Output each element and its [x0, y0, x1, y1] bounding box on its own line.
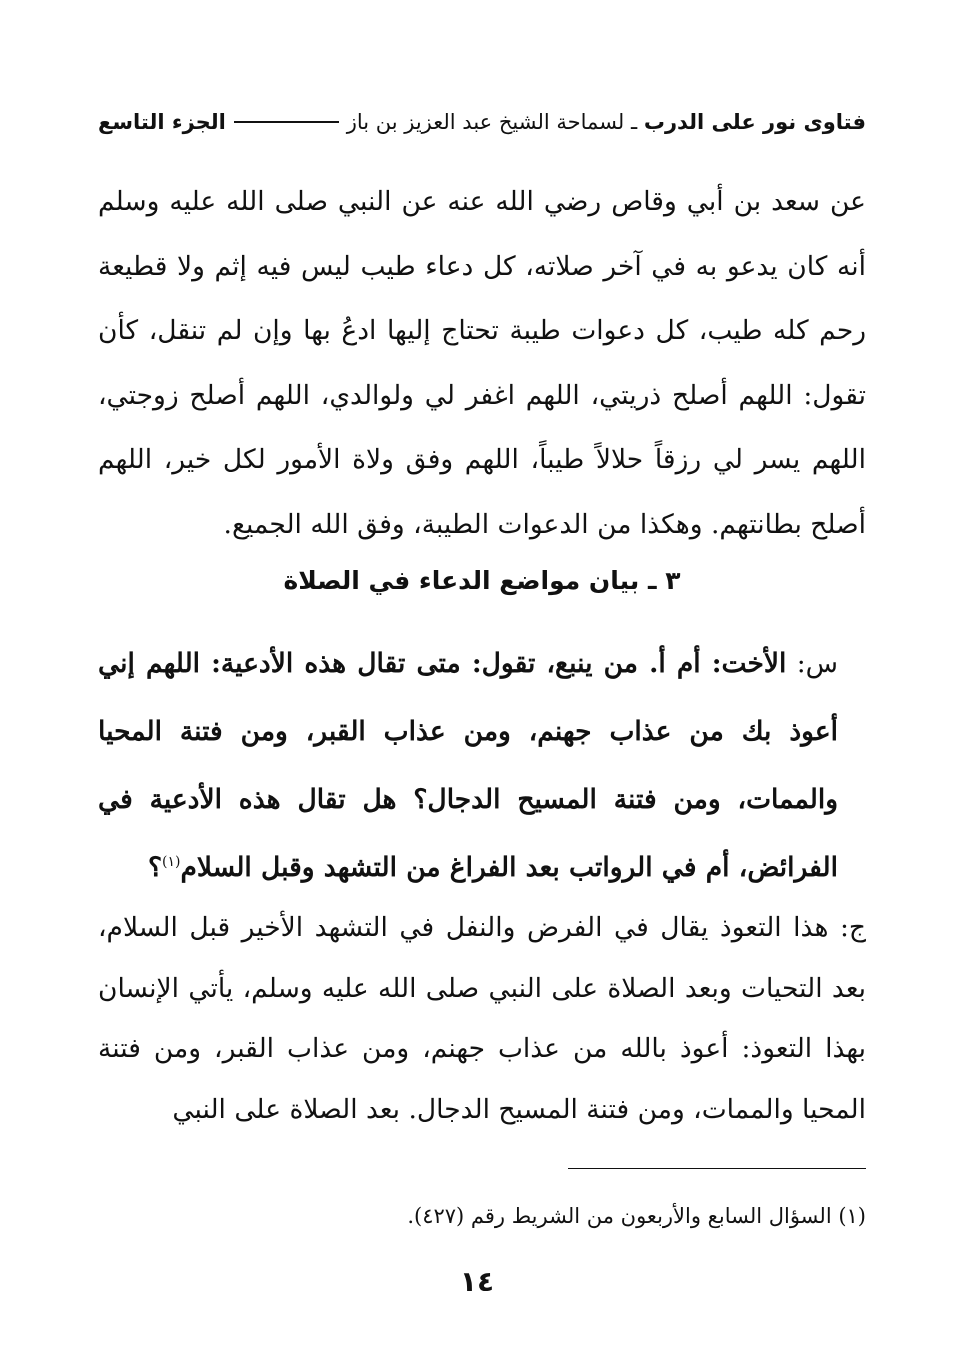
question-asker: الأخت: [700, 648, 787, 679]
header-book-title: فتاوى نور على الدرب [643, 110, 866, 134]
section-title: ٣ ـ بيان مواضع الدعاء في الصلاة [283, 566, 681, 595]
question-text: أم أ. من ينبع، تقول: متى تقال هذه الأدعية: اللهم إني أعوذ بك من عذاب جهنم، ومن عذاب القبر، ومن فتنة المحيا والممات، ومن فتنة المسيح الدجال؟ هل تقال هذه الأدعية في الفرائض، أم في الرواتب بعد الفراغ من التشهد وقبل السلام [98, 648, 838, 883]
header-rule [234, 121, 339, 123]
header-author: ـ لسماحة الشيخ عبد العزيز بن باز [346, 110, 638, 134]
question-prefix: س: [786, 648, 839, 679]
page-number: ١٤ [459, 1265, 495, 1298]
answer-paragraph: ج: هذا التعوذ يقال في الفرض والنفل في التشهد الأخير قبل السلام، بعد التحيات وبعد الصلاة على النبي صلى الله عليه وسلم، يأتي الإنسان بهذا التعوذ: أعوذ بالله من عذاب جهنم، ومن عذاب القبر، ومن فتنة المحيا والممات، ومن فتنة المسيح الدجال. بعد الصلاة على النبي [98, 912, 866, 1125]
footnote-reference[interactable]: (١) [162, 854, 181, 871]
question-paragraph [98, 630, 838, 902]
header-book-author [347, 110, 866, 134]
footnote-rule [568, 1168, 866, 1169]
question-end: ؟ [147, 852, 163, 883]
header-part: الجزء التاسع [98, 110, 226, 134]
running-header [98, 102, 866, 142]
intro-paragraph: عن سعد بن أبي وقاص رضي الله عنه عن النبي صلى الله عليه وسلم أنه كان يدعو به في آخر صلاته، كل دعاء طيب ليس فيه إثم ولا قطيعة رحم كله طيب، كل دعوات طيبة تحتاج إليها ادعُ بها وإن لم تنقل، كأن تقول: اللهم أصلح ذريتي، اللهم اغفر لي ولوالدي، اللهم أصلح زوجتي، اللهم يسر لي رزقاً حلالاً طيباً، اللهم وفق ولاة الأمور لكل خير، اللهم أصلح بطانتهم. وهكذا من الدعوات الطيبة، وفق الله الجميع. [98, 186, 866, 540]
footnote: (١) السؤال السابع والأربعون من الشريط رقم (٤٢٧). [407, 1204, 866, 1228]
